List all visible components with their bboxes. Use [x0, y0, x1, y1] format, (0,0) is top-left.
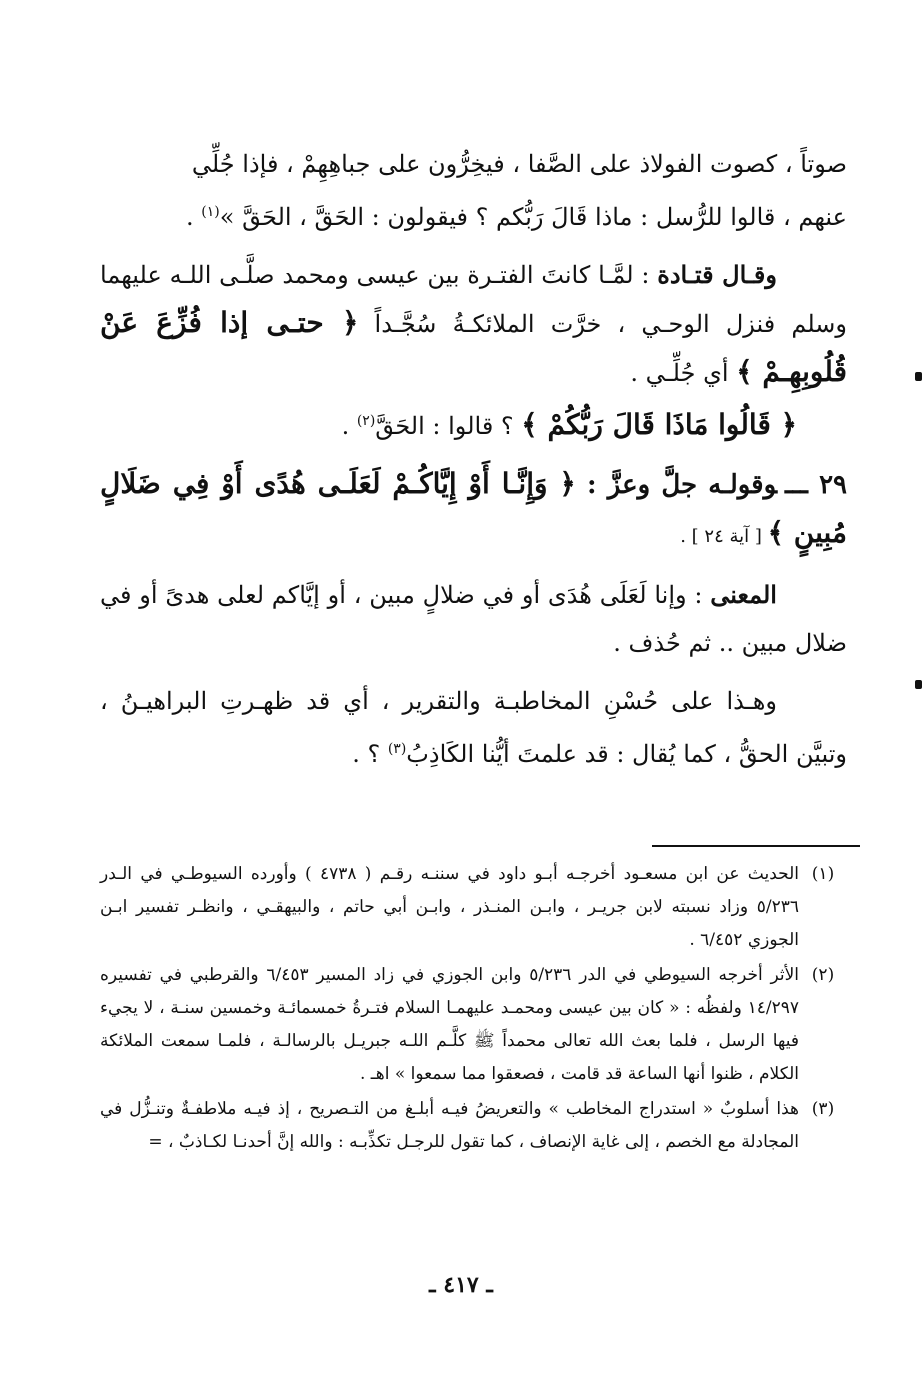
footnote-separator — [652, 845, 860, 847]
paragraph-explanation: وهـذا على حُسْنِ المخاطبـة والتقرير ، أي قد ظهـرتِ البراهيـنُ ، وتبيَّن الحقُّ ، كما يُقال : قد علمتَ أيُّنا الكَاذِبُ$^{(٣)}$ ؟ . — [100, 687, 847, 768]
text-line: وهـذا على حُسْنِ المخاطبـة والتقرير ، أي قد ظهـرتِ البراهيـنُ ، — [100, 687, 777, 715]
text-line: : وإنا لَعَلَى هُدَى أو في ضلالٍ مبين ، أو إيَّاكم لعلى هدىً — [165, 581, 711, 609]
paragraph-2: وقـال قتـادة : لمَّـا كانتَ الفتـرة بين عيسى ومحمد صلَّـى اللـه عليهما وسلم فنزل الوحـي ، خرَّت الملائكـةُ سُجَّـداً ﴿ حتـى إذا فُزِّعَ عَنْ قُلُوبِهِـمْ ﴾ أي جُلِّـي . ﴿ قَالُوا مَاذَا قَالَ رَبُّكُمْ ﴾ ؟ قالوا : الحَقَّ$^{(٢)}$ . — [100, 260, 847, 441]
footnote-ref-3[interactable]: (٣) — [387, 741, 407, 757]
paragraph-meaning — [100, 571, 847, 667]
footnote-3 — [100, 1093, 847, 1159]
footnote-text: الأثر أخرجه السيوطي في الدر ٥/٢٣٦ وابن الجوزي في زاد المسير ٦/٤٥٣ والقرطبي في تفسيره ١٤/٢٩٧ ولفظُه : « كان بين عيسى ومحمـد عليهمـا السلام فتـرةُ خمسمائـة وخمسين سنـة ، لا يجيء فيها الرسل ، فلما بعث الله تعالى محمداً ﷺ كلَّـم اللـه جبريـل بالرسالـة ، فلمـا سمعت الملائكة الكلام ، ظنوا أنها الساعة قد قامت ، فصعقوا مما سمعوا » اهـ . — [100, 965, 800, 1084]
paragraph-verse-29 — [100, 460, 847, 561]
meaning-label: المعنى — [710, 580, 777, 609]
quran-verse: ﴿ وَإِنَّـا أَوْ إِيَّاكُـمْ لَعَلَـى هُدًى أَوْ فِي ضَلَالٍ مُبِينٍ ﴾ — [100, 467, 847, 549]
footnote-2 — [100, 959, 847, 1091]
footnote-text: هذا أسلوبٌ « استدراج المخاطب » والتعريضُ فيـه أبلـغ من التـصريح ، إذ فيـه ملاطفـةٌ وتنـزُّل في المجادلة مع الخصم ، إلى غاية الإنصاف ، كما تقول للرجـل تكذِّبـه : والله إنَّ أحدنـا لكـاذبٌ ، = — [100, 1099, 799, 1152]
text-line: أو في ضلال مبين .. ثم حُذف . — [100, 581, 847, 657]
quran-verse: ﴿ حتـى إذا فُزِّعَ عَنْ قُلُوبِهِـمْ ﴾ — [100, 306, 847, 388]
footnote-1 — [100, 858, 847, 957]
footnotes — [100, 858, 847, 1161]
text-line: عليهما وسلم فنزل الوحـي ، خرَّت الملائكـةُ سُجَّـداً — [100, 261, 847, 338]
footnote-text: الحديث عن ابن مسعـود أخرجـه أبـو داود في سننـه رقـم ( ٤٧٣٨ ) وأورده السيوطـي في الـدر ٥/٢٣٦ وزاد نسبته لابن جريـر ، وابـن المنـذر ، وابـن أبي حاتم ، والبيهقـي ، وانظـر تفسير ابـن الجوزي ٦/٤٥٢ . — [100, 864, 799, 950]
verse-number: ٢٩ ـــ — [785, 470, 848, 500]
margin-mark — [915, 680, 922, 689]
footnote-number: (٣) — [811, 1099, 835, 1119]
paragraph-1: صوتاً ، كصوت الفولاذ على الصَّفا ، فيخِرُّون على جباهِهِمْ ، فإذا جُلِّي عنهم ، قالوا للرُّسل : ماذا قَالَ رَبُّكم ؟ فيقولون : الحَقَّ ، الحَقَّ »$^{(١)}$ . — [186, 150, 847, 231]
footnote-number: (٢) — [811, 965, 835, 985]
margin-mark — [915, 372, 922, 381]
ayah-reference: [ آية ٢٤ ] . — [680, 526, 768, 547]
text-line: : لمَّـا كانتَ الفتـرة بين عيسى ومحمد صلَّـى اللـه — [169, 261, 658, 289]
narrator-name: وقـال قتـادة — [657, 260, 777, 289]
quran-verse: ﴿ قَالُوا مَاذَا قَالَ رَبُّكُمْ ﴾ — [521, 408, 797, 441]
page-number: ـ ٤١٧ ـ — [429, 1272, 493, 1298]
main-text — [100, 140, 847, 788]
text-line: وتبيَّن الحقُّ ، كما يُقال : قد علمتَ أيُّنا الكَاذِبُ — [406, 740, 847, 768]
footnote-ref-2[interactable]: (٢) — [356, 413, 376, 429]
text-line: عنهم ، قالوا للرُّسل : ماذا قَالَ رَبُّكم ؟ فيقولون : الحَقَّ ، الحَقَّ » — [219, 203, 847, 231]
text-line: صوتاً ، كصوت الفولاذ على الصَّفا ، فيخِرُّون على جباهِهِمْ ، فإذا جُلِّي — [191, 150, 847, 178]
footnote-number: (١) — [811, 864, 835, 884]
verse-intro: وقولـه جلَّ وعزَّ : — [575, 470, 778, 500]
footnote-ref-1[interactable]: (١) — [201, 204, 220, 220]
